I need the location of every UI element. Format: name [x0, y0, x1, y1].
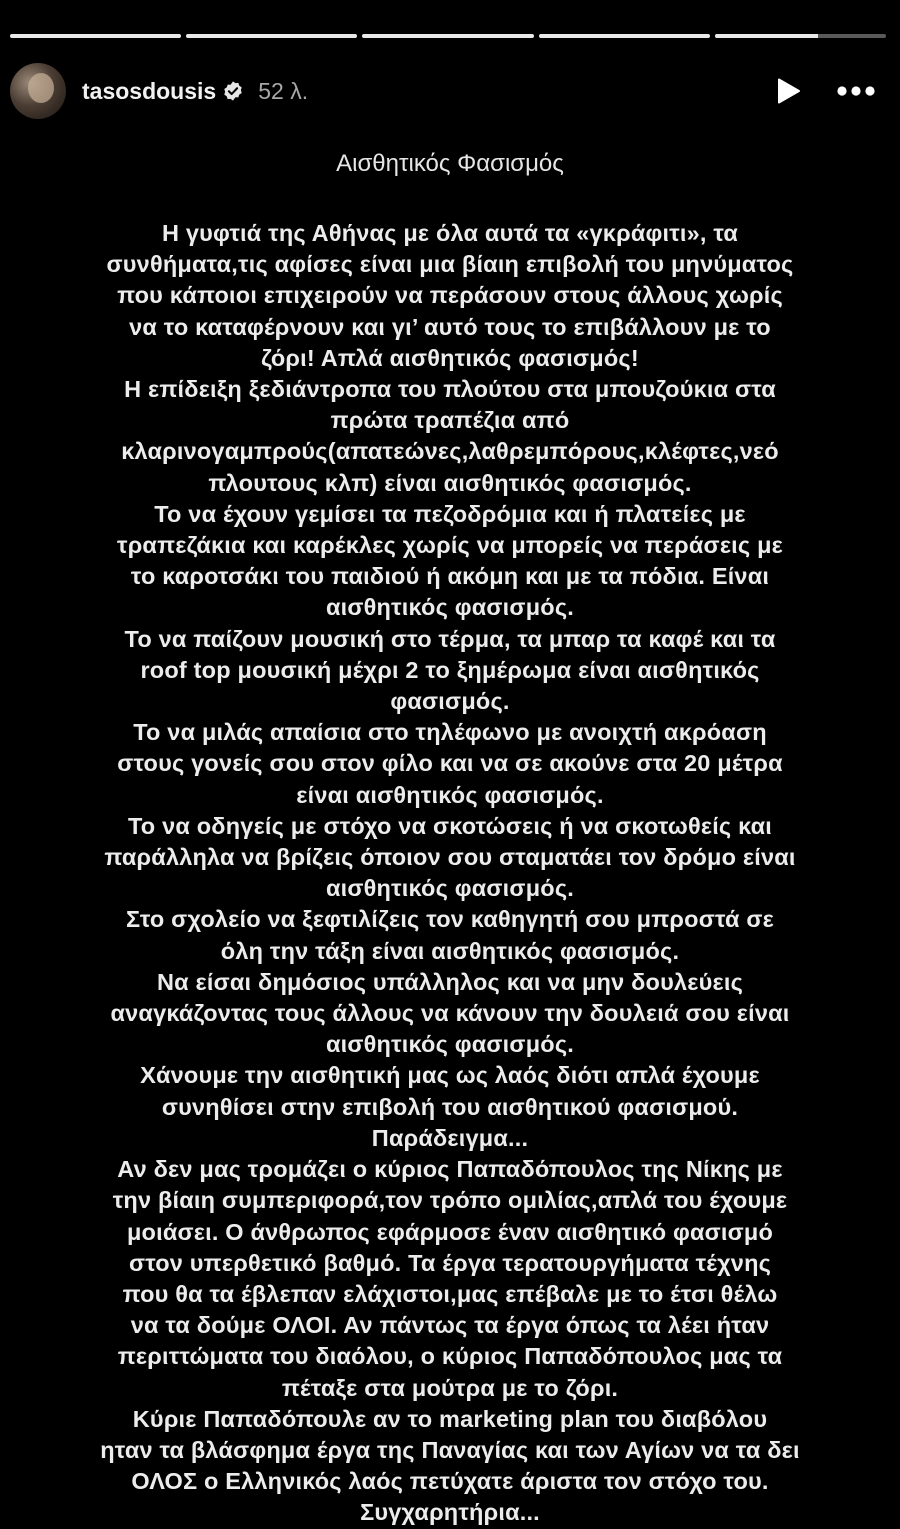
story-line: παράλληλα να βρίζεις όποιον σου σταματάει τον δρόμο είναι	[104, 844, 796, 871]
story-line: ηταν τα βλάσφημα έργα της Παναγίας και των Αγίων να τα δει	[100, 1436, 800, 1463]
story-line: αισθητικός φασισμός.	[326, 1031, 574, 1058]
username[interactable]: tasosdousis	[82, 77, 217, 104]
story-line: Το να έχουν γεμίσει τα πεζοδρόμια και ή πλατείες με	[154, 500, 746, 527]
post-time: 52 λ.	[258, 77, 309, 104]
story-line: είναι αισθητικός φασισμός.	[296, 781, 604, 808]
verified-badge-icon	[222, 80, 244, 102]
story-line: αισθητικός φασισμός.	[326, 875, 574, 902]
story-line: πέταξε στα μούτρα με το ζόρι.	[281, 1374, 619, 1401]
story-header	[10, 62, 876, 120]
story-line: Το να μιλάς απαίσια στο τηλέφωνο με ανοιχτή ακρόαση	[133, 719, 767, 746]
story-line: τραπεζάκια και καρέκλες χωρίς να μπορείς να περάσεις με	[117, 532, 783, 559]
story-line: πλουτους κλπ) είναι αισθητικός φασισμός.	[208, 469, 692, 496]
story-line: Χάνουμε την αισθητική μας ως λαός διότι απλά έχουμε	[140, 1062, 760, 1089]
story-line: την βίαιη συμπεριφορά,τον τρόπο ομιλίας,απλά του έχουμε	[112, 1187, 788, 1214]
progress-segment	[10, 34, 181, 38]
story-line: μοιάσει. Ο άνθρωπος εφάρμοσε έναν αισθητικό φασισμό	[126, 1218, 774, 1245]
story-line: ΟΛΟΣ ο Ελληνικός λαός πετύχατε άριστα τον στόχο του.	[131, 1468, 769, 1495]
story-line: περιττώματα του διαόλου, ο κύριος Παπαδόπουλος μας τα	[117, 1343, 783, 1370]
story-line: στον υπερθετικό βαθμό. Τα έργα τερατουργήματα τέχνης	[128, 1249, 772, 1276]
progress-segment	[539, 34, 710, 38]
story-body	[40, 218, 860, 1529]
story-line: Να είσαι δημόσιος υπάλληλος και να μην δουλεύεις	[157, 968, 743, 995]
story-line: να τα δούμε ΟΛΟΙ. Αν πάντως τα έργα όπως τα λέει ήταν	[130, 1312, 770, 1339]
story-title: Αισθητικός Φασισμός	[336, 150, 564, 177]
story-line: Αν δεν μας τρομάζει ο κύριος Παπαδόπουλος της Νίκης με	[117, 1156, 783, 1183]
progress-segment	[186, 34, 357, 38]
story-line: αισθητικός φασισμός.	[326, 594, 574, 621]
story-line: το καροτσάκι του παιδιού ή ακόμη και με τα πόδια. Είναι	[130, 563, 770, 590]
more-icon[interactable]	[836, 85, 876, 97]
play-icon[interactable]	[774, 77, 802, 105]
story-line: κλαρινογαμπρούς(απατεώνες,λαθρεμπόρους,κλέφτες,νεό	[121, 438, 779, 465]
progress-segment	[715, 34, 886, 38]
story-line: να το καταφέρνουν και γι’ αυτό τους το επιβάλλουν με το	[129, 313, 771, 340]
story-line: συνηθίσει στην επιβολή του αισθητικού φασισμού.	[161, 1093, 739, 1120]
story-line: όλη την τάξη είναι αισθητικός φασισμός.	[220, 937, 680, 964]
story-line: που θα τα έβλεπαν ελάχιστοι,μας επέβαλε με το έτσι θέλω	[122, 1280, 778, 1307]
story-line: φασισμός.	[390, 688, 510, 715]
story-line: Η επίδειξη ξεδιάντροπα του πλούτου στα μπουζούκια στα	[124, 376, 776, 403]
story-line: συνθήματα,τις αφίσες είναι μια βίαιη επιβολή του μηνύματος	[106, 251, 794, 278]
story-line: που κάποιοι επιχειρούν να περάσουν στους άλλους χωρίς	[117, 282, 783, 309]
story-line: αναγκάζοντας τους άλλους να κάνουν την δουλειά σου είναι	[110, 1000, 790, 1027]
story-line: ζόρι! Απλά αισθητικός φασισμός!	[261, 344, 639, 371]
story-line: πρώτα τραπέζια από	[330, 407, 570, 434]
story-line: Κύριε Παπαδόπουλε αν το marketing plan του διαβόλου	[132, 1405, 768, 1432]
story-line: Παράδειγμα...	[371, 1124, 529, 1151]
story-line: Η γυφτιά της Αθήνας με όλα αυτά τα «γκράφιτι», τα	[161, 220, 739, 246]
story-line: Το να παίζουν μουσική στο τέρμα, τα μπαρ τα καφέ και τα	[124, 625, 776, 652]
story-line: Το να οδηγείς με στόχο να σκοτώσεις ή να σκοτωθείς και	[128, 812, 772, 839]
story-text-card	[40, 140, 860, 1529]
story-progress-bar	[10, 34, 886, 38]
story-line: roof top μουσική μέχρι 2 το ξημέρωμα είναι αισθητικός	[140, 656, 760, 683]
progress-segment	[362, 34, 533, 38]
avatar[interactable]	[10, 63, 66, 119]
story-line: Συγχαρητήρια...	[360, 1499, 540, 1526]
story-line: Στο σχολείο να ξεφτιλίζεις τον καθηγητή σου μπροστά σε	[125, 906, 775, 933]
story-line: στους γονείς σου στον φίλο και να σε ακούνε στα 20 μέτρα	[117, 750, 783, 777]
